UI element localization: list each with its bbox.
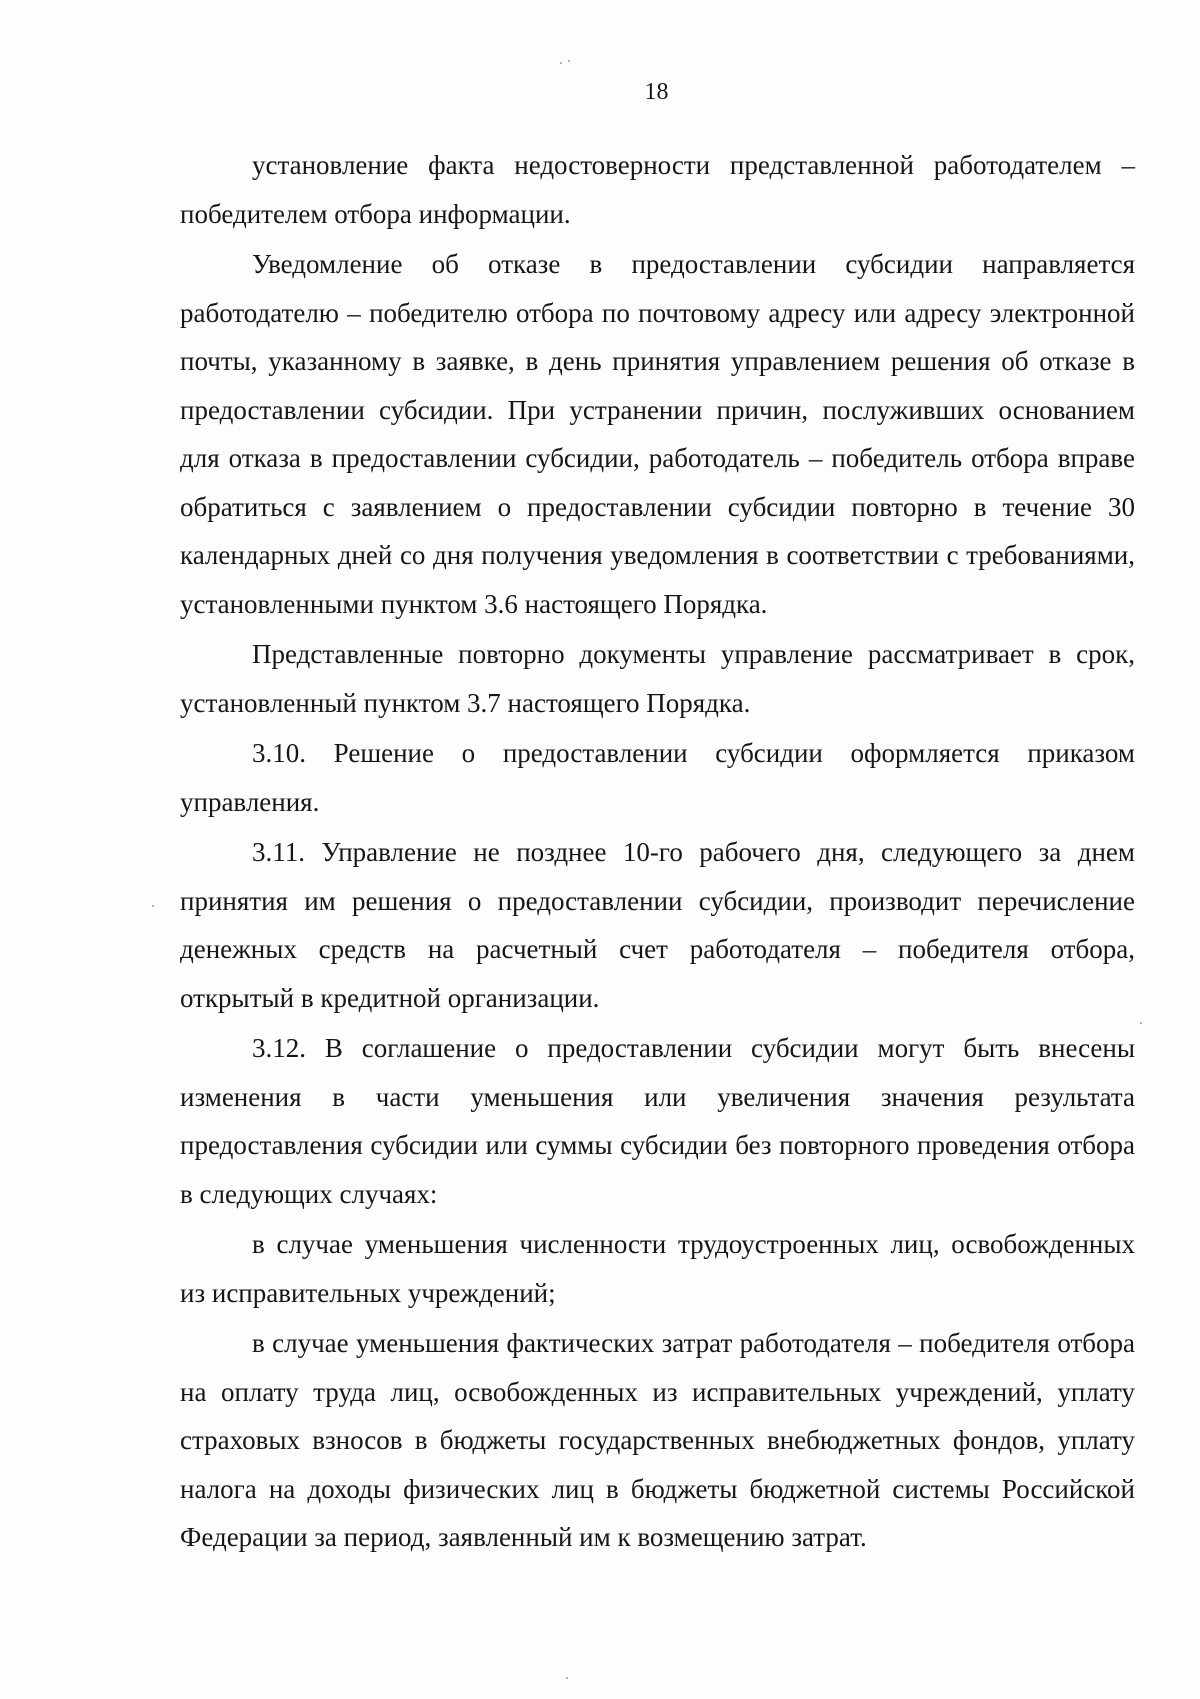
paragraph-case-employee-count: в случае уменьшения численности трудоустроенных лиц, освобожденных из исправительных учреждений;: [180, 1229, 1135, 1308]
paragraph-case-actual-costs: в случае уменьшения фактических затрат работодателя – победителя отбора на оплату труда лиц, освобожденных из исправительных учреждений, уплату страховых взносов в бюджеты государственных внебюджетных фондов, уплату налога на доходы физических лиц в бюджеты бюджетной системы Российской Федерации за период, заявленный им к возмещению затрат.: [180, 1328, 1135, 1552]
page-number: 18: [644, 79, 669, 105]
paragraph-3-10: 3.10. Решение о предоставлении субсидии оформляется приказом управления.: [180, 738, 1135, 817]
scan-speck: [566, 1677, 568, 1679]
scan-speck: [568, 60, 570, 62]
paragraph-continuation: установление факта недостоверности представленной работодателем – победителем отбора информации.: [180, 150, 1135, 229]
paragraph-3-12: 3.12. В соглашение о предоставлении субсидии могут быть внесены изменения в части уменьшения или увеличения значения результата предоставления субсидии или суммы субсидии без повторного проведения отбора в следующих случаях:: [180, 1033, 1135, 1209]
scan-speck: [1140, 1022, 1142, 1024]
paragraph-resubmitted-documents: Представленные повторно документы управление рассматривает в срок, установленный пунктом 3.7 настоящего Порядка.: [180, 639, 1135, 718]
paragraph-refusal-notice: Уведомление об отказе в предоставлении субсидии направляется работодателю – победителю отбора по почтовому адресу или адресу электронной почты, указанному в заявке, в день принятия управлением решения об отказе в предоставлении субсидии. При устранении причин, послуживших основанием для отказа в предоставлении субсидии, работодатель – победитель отбора вправе обратиться с заявлением о предоставлении субсидии повторно в течение 30 календарных дней со дня получения уведомления в соответствии с требованиями, установленными пунктом 3.6 настоящего Порядка.: [180, 249, 1135, 619]
paragraph-3-11: 3.11. Управление не позднее 10-го рабочего дня, следующего за днем принятия им решения о предоставлении субсидии, производит перечисление денежных средств на расчетный счет работодателя – победителя отбора, открытый в кредитной организации.: [180, 837, 1135, 1013]
document-body: [180, 141, 1135, 1564]
scan-speck: [152, 905, 154, 907]
scan-speck: [560, 62, 562, 64]
